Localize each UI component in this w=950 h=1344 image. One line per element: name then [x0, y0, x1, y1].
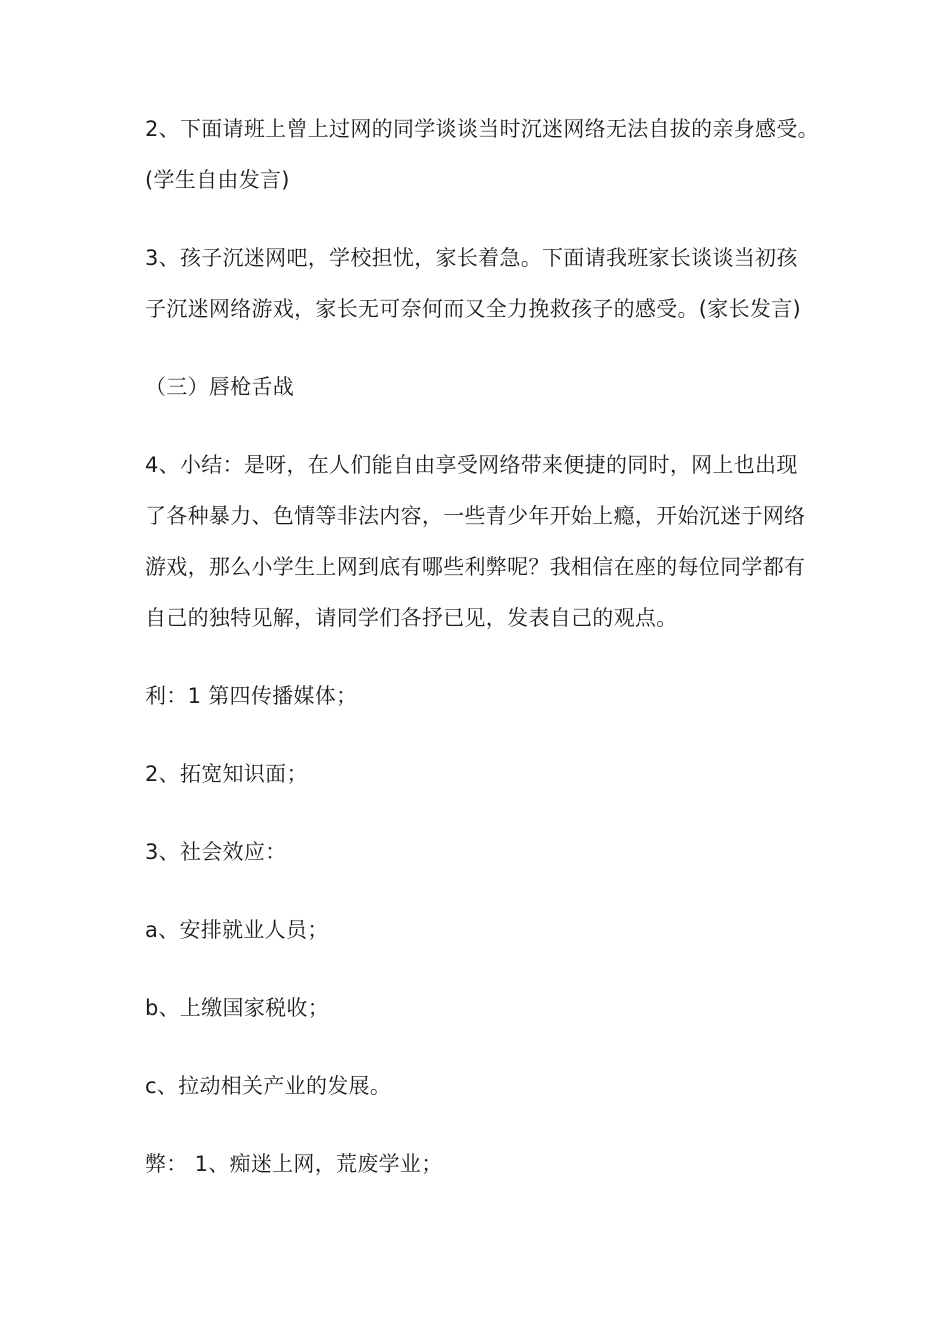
paragraph-students-share	[145, 104, 825, 206]
list-item-pro-1	[145, 671, 825, 722]
text-line: 子沉迷网络游戏，家长无可奈何而又全力挽救孩子的感受。(家长发言)	[145, 297, 801, 321]
text-line: 3、社会效应：	[145, 840, 287, 864]
document-body	[145, 104, 825, 1190]
text-line: 2、下面请班上曾上过网的同学谈谈当时沉迷网络无法自拔的亲身感受。	[145, 117, 819, 141]
text-line: a、安排就业人员；	[145, 918, 329, 942]
paragraph-summary	[145, 440, 825, 644]
text-line: （三）唇枪舌战	[145, 375, 295, 399]
paragraph-parents-share	[145, 233, 825, 335]
text-line: 2、拓宽知识面；	[145, 762, 308, 786]
section-heading-debate	[145, 362, 825, 413]
text-line: 利：1 第四传播媒体；	[145, 684, 358, 708]
text-line: 了各种暴力、色情等非法内容，一些青少年开始上瘾，开始沉迷于网络	[145, 504, 806, 528]
list-item-pro-2	[145, 749, 825, 800]
text-line: b、上缴国家税收；	[145, 996, 330, 1020]
text-line: c、拉动相关产业的发展。	[145, 1074, 392, 1098]
list-item-pro-3b	[145, 983, 825, 1034]
list-item-pro-3a	[145, 905, 825, 956]
list-item-pro-3c	[145, 1061, 825, 1112]
list-item-con-1	[145, 1139, 825, 1190]
text-line: 3、孩子沉迷网吧，学校担忧，家长着急。下面请我班家长谈谈当初孩	[145, 246, 798, 270]
list-item-pro-3	[145, 827, 825, 878]
text-line: 4、小结：是呀，在人们能自由享受网络带来便捷的同时，网上也出现	[145, 453, 798, 477]
text-line: (学生自由发言)	[145, 168, 290, 192]
text-line: 自己的独特见解，请同学们各抒已见，发表自己的观点。	[145, 606, 678, 630]
text-line: 弊： 1、痴迷上网，荒废学业；	[145, 1152, 443, 1176]
text-line: 游戏，那么小学生上网到底有哪些利弊呢？我相信在座的每位同学都有	[145, 555, 806, 579]
